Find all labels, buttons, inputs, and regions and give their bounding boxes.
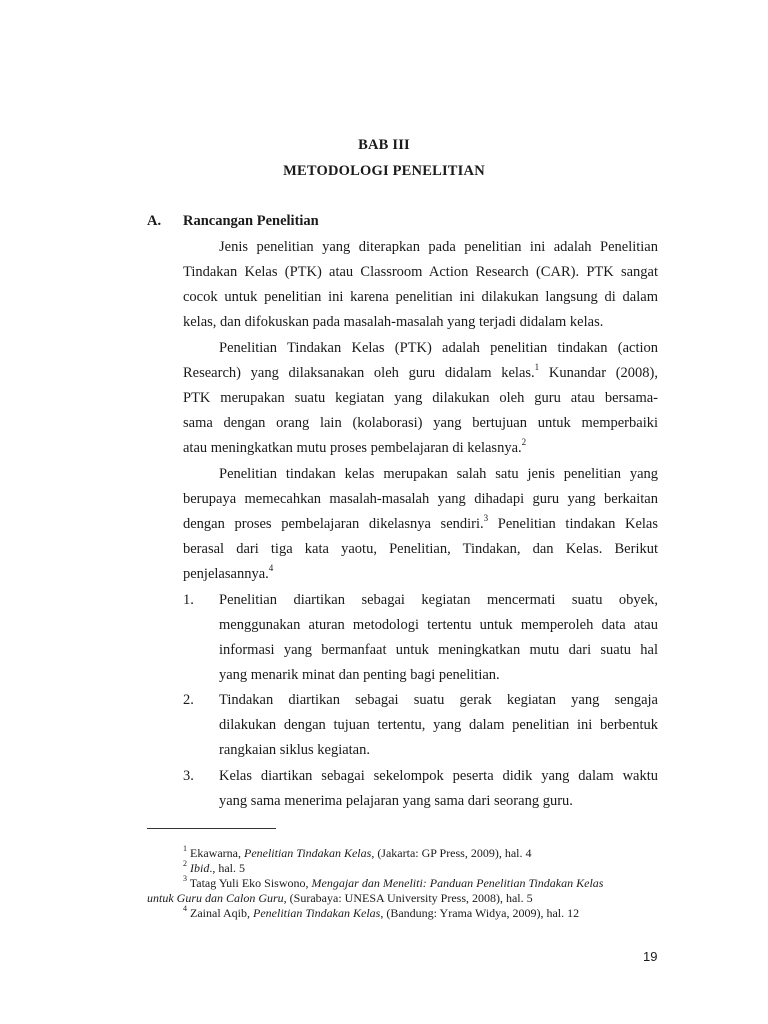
- list-item-line: yang sama menerima pelajaran yang sama dari seorang guru.: [219, 793, 573, 809]
- list-item-line: Penelitian diartikan sebagai kegiatan mencermati suatu obyek,: [219, 592, 658, 608]
- list-item-line: dilakukan dengan tujuan tertentu, yang dalam penelitian ini berbentuk: [219, 717, 658, 733]
- list-number: 2.: [183, 692, 194, 708]
- list-item-line: Tindakan diartikan sebagai suatu gerak kegiatan yang sengaja: [219, 692, 658, 708]
- section-title: Rancangan Penelitian: [183, 213, 319, 229]
- paragraph-3-line: penjelasannya.$^4$: [183, 563, 274, 582]
- paragraph-2-line: Research) yang dilaksanakan oleh guru didalam kelas.$^1$ Kunandar (2008),: [183, 362, 658, 381]
- paragraph-1-line: Jenis penelitian yang diterapkan pada penelitian ini adalah Penelitian: [219, 239, 658, 255]
- footnote-ref: 1: [534, 362, 540, 373]
- paragraph-1-line: kelas, dan difokuskan pada masalah-masalah yang terjadi didalam kelas.: [183, 314, 604, 330]
- paragraph-3-line: berasal dari tiga kata yaotu, Penelitian, Tindakan, dan Kelas. Berikut: [183, 541, 658, 557]
- list-item-line: yang menarik minat dan penting bagi penelitian.: [219, 667, 500, 683]
- section-number: A.: [147, 213, 162, 229]
- footnote-ref: 2: [521, 437, 527, 448]
- list-number: 1.: [183, 592, 194, 608]
- paragraph-2-line: PTK merupakan suatu kegiatan yang dilakukan oleh guru atau bersama-: [183, 390, 658, 406]
- paragraph-2-line: atau meningkatkan mutu proses pembelajaran di kelasnya.$^2$: [183, 437, 527, 456]
- paragraph-2-line: Penelitian Tindakan Kelas (PTK) adalah penelitian tindakan (action: [219, 340, 658, 356]
- list-number: 3.: [183, 768, 194, 784]
- footnote-3-continued: untuk Guru dan Calon Guru, (Surabaya: UNESA University Press, 2008), hal. 5: [147, 891, 533, 905]
- paragraph-3-line: Penelitian tindakan kelas merupakan salah satu jenis penelitian yang: [219, 466, 658, 482]
- footnote-ref: 3: [483, 513, 489, 524]
- page-number: 19: [643, 949, 658, 964]
- paragraph-3-line: berupaya memecahkan masalah-masalah yang dihadapi guru yang berkaitan: [183, 491, 658, 507]
- footnote-1: $^1$ Ekawarna, Penelitian Tindakan Kelas, (Jakarta: GP Press, 2009), hal. 4: [183, 844, 532, 860]
- list-item-line: rangkaian siklus kegiatan.: [219, 742, 370, 758]
- footnote-2: $^2$ Ibid., hal. 5: [183, 859, 246, 875]
- footnote-separator: [147, 828, 276, 829]
- paragraph-3-line: dengan proses pembelajaran dikelasnya sendiri.$^3$ Penelitian tindakan Kelas: [183, 513, 658, 532]
- paragraph-1-line: Tindakan Kelas (PTK) atau Classroom Action Research (CAR). PTK sangat: [183, 264, 658, 280]
- footnote-3: $^3$ Tatag Yuli Eko Siswono, Mengajar dan Meneliti: Panduan Penelitian Tindakan Kelas: [183, 874, 604, 890]
- footnote-ref: 4: [268, 563, 274, 574]
- paragraph-1-line: cocok untuk penelitian ini karena penelitian ini dilakukan langsung di dalam: [183, 289, 658, 305]
- chapter-number: BAB III: [358, 137, 410, 153]
- footnote-4: $^4$ Zainal Aqib, Penelitian Tindakan Kelas, (Bandung: Yrama Widya, 2009), hal. 12: [183, 904, 580, 920]
- chapter-title: METODOLOGI PENELITIAN: [283, 163, 485, 179]
- list-item-line: menggunakan aturan metodologi tertentu untuk memperoleh data atau: [219, 617, 658, 633]
- list-item-line: informasi yang bermanfaat untuk meningkatkan mutu dari suatu hal: [219, 642, 658, 658]
- list-item-line: Kelas diartikan sebagai sekelompok peserta didik yang dalam waktu: [219, 768, 658, 784]
- paragraph-2-line: sama dengan orang lain (kolaborasi) yang bertujuan untuk memperbaiki: [183, 415, 658, 431]
